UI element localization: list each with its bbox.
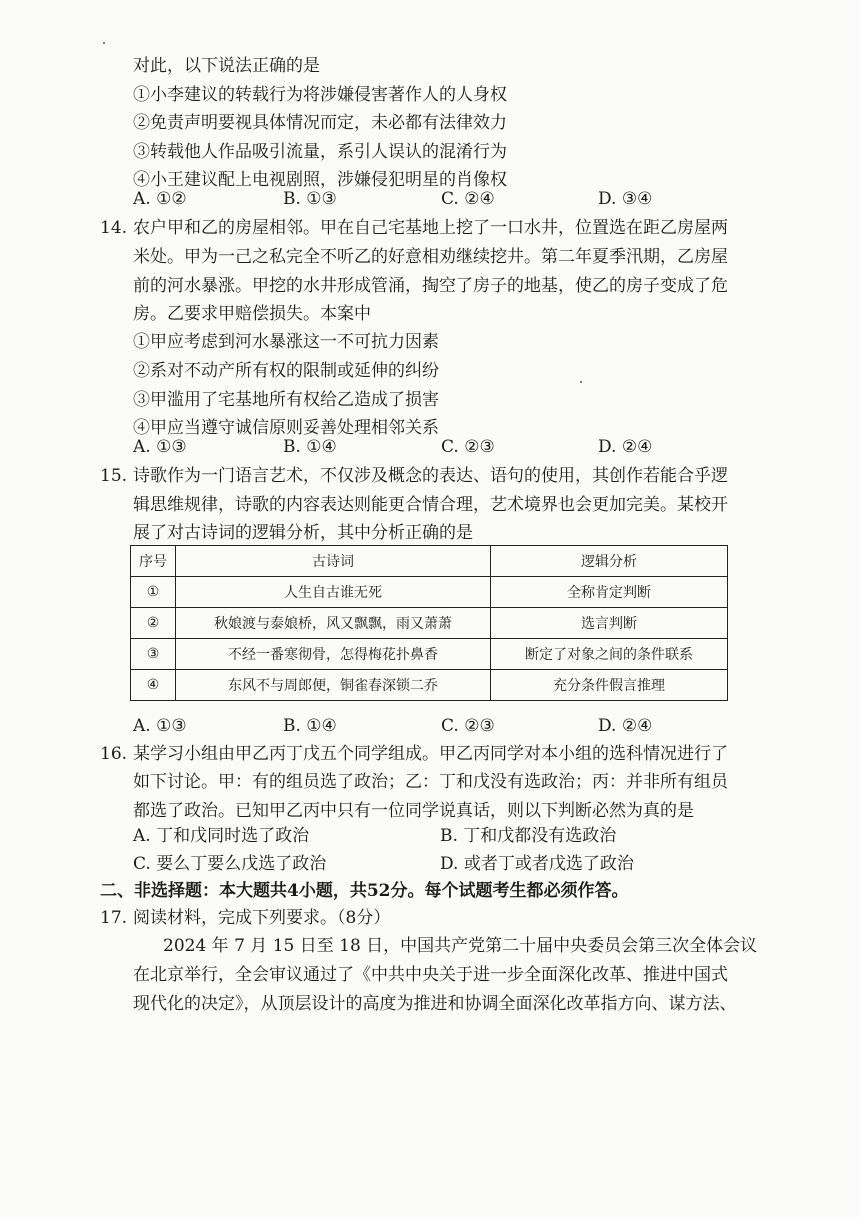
row-index: ③ bbox=[131, 639, 176, 670]
q15-option-a: A. ①③ bbox=[133, 716, 187, 736]
row-index: ① bbox=[131, 577, 176, 608]
q13-option-a: A. ①② bbox=[133, 189, 187, 209]
row-index: ④ bbox=[131, 670, 176, 701]
q13-statement-4: ④小王建议配上电视剧照，涉嫌侵犯明星的肖像权 bbox=[133, 170, 507, 190]
row-poem: 不经一番寒彻骨，怎得梅花扑鼻香 bbox=[176, 639, 491, 670]
q13-options bbox=[133, 188, 733, 210]
q16-option-c: C. 要么丁要么戊选了政治 bbox=[133, 854, 327, 874]
row-index: ② bbox=[131, 608, 176, 639]
q14-option-b: B. ①④ bbox=[283, 437, 337, 457]
q15-number: 15. bbox=[100, 466, 128, 486]
q16-option-a: A. 丁和戊同时选了政治 bbox=[133, 826, 310, 846]
q16-line-3: 都选了政治。已知甲乙丙中只有一位同学说真话，则以下判断必然为真的是 bbox=[133, 801, 694, 821]
q14-statement-4: ④甲应当遵守诚信原则妥善处理相邻关系 bbox=[133, 418, 439, 438]
q13-option-d: D. ③④ bbox=[598, 189, 653, 209]
q14-options bbox=[133, 436, 733, 458]
q17-line-3: 现代化的决定》，从顶层设计的高度为推进和协调全面深化改革指方向、谋方法、 bbox=[133, 994, 737, 1014]
q16-option-b: B. 丁和戊都没有选政治 bbox=[440, 826, 617, 846]
row-analysis: 选言判断 bbox=[491, 608, 728, 639]
q14-statement-3: ③甲滥用了宅基地所有权给乙造成了损害 bbox=[133, 390, 439, 410]
row-analysis: 充分条件假言推理 bbox=[491, 670, 728, 701]
q15-line-1: 诗歌作为一门语言艺术，不仅涉及概念的表达、语句的使用，其创作若能合乎逻 bbox=[133, 466, 728, 486]
q13-statement-1: ①小李建议的转载行为将涉嫌侵害著作人的人身权 bbox=[133, 85, 507, 105]
q14-option-c: C. ②③ bbox=[441, 437, 495, 457]
row-poem: 秋娘渡与泰娘桥，风又飘飘，雨又萧萧 bbox=[176, 608, 491, 639]
q14-statement-2: ②系对不动产所有权的限制或延伸的纠纷 bbox=[133, 361, 439, 381]
scan-speck bbox=[103, 42, 105, 44]
q16-line-1: 某学习小组由甲乙丙丁戊五个同学组成。甲乙丙同学对本小组的选科情况进行了 bbox=[133, 744, 728, 764]
q13-statement-2: ②免责声明要视具体情况而定，未必都有法律效力 bbox=[133, 113, 507, 133]
scan-speck bbox=[580, 381, 582, 383]
q14-option-a: A. ①③ bbox=[133, 437, 187, 457]
q14-statement-1: ①甲应考虑到河水暴涨这一不可抗力因素 bbox=[133, 332, 439, 352]
table-header-row bbox=[131, 546, 728, 577]
q15-option-d: D. ②④ bbox=[598, 716, 653, 736]
row-poem: 东风不与周郎便，铜雀春深锁二乔 bbox=[176, 670, 491, 701]
q14-number: 14. bbox=[100, 218, 128, 238]
q15-options bbox=[133, 715, 733, 737]
table-row bbox=[131, 608, 728, 639]
q14-line-3: 前的河水暴涨。甲挖的水井形成管涌，掏空了房子的地基，使乙的房子变成了危 bbox=[133, 276, 728, 296]
q14-line-1: 农户甲和乙的房屋相邻。甲在自己宅基地上挖了一口水井，位置选在距乙房屋两 bbox=[133, 218, 728, 238]
row-poem: 人生自古谁无死 bbox=[176, 577, 491, 608]
q13-option-c: C. ②④ bbox=[441, 189, 495, 209]
q17-line-1: 2024 年 7 月 15 日至 18 日，中国共产党第二十届中央委员会第三次全体会议 bbox=[163, 936, 758, 956]
q17-line-2: 在北京举行，全会审议通过了《中共中央关于进一步全面深化改革、推进中国式 bbox=[133, 965, 728, 985]
q13-statement-3: ③转载他人作品吸引流量，系引人误认的混淆行为 bbox=[133, 142, 507, 162]
q13-intro: 对此，以下说法正确的是 bbox=[133, 56, 320, 76]
q15-line-2: 辑思维规律，诗歌的内容表达则能更合情合理，艺术境界也会更加完美。某校开 bbox=[133, 495, 728, 515]
q14-line-4: 房。乙要求甲赔偿损失。本案中 bbox=[133, 304, 371, 324]
q17-title: 阅读材料，完成下列要求。（8分） bbox=[133, 908, 391, 928]
table-row bbox=[131, 639, 728, 670]
q15-option-c: C. ②③ bbox=[441, 716, 495, 736]
q15-line-3: 展了对古诗词的逻辑分析，其中分析正确的是 bbox=[133, 523, 473, 543]
row-analysis: 全称肯定判断 bbox=[491, 577, 728, 608]
header-poem: 古诗词 bbox=[176, 546, 491, 577]
table-row bbox=[131, 670, 728, 701]
q14-line-2: 米处。甲为一己之私完全不听乙的好意相劝继续挖井。第二年夏季汛期，乙房屋 bbox=[133, 247, 728, 267]
logic-analysis-table bbox=[130, 545, 728, 701]
row-analysis: 断定了对象之间的条件联系 bbox=[491, 639, 728, 670]
q16-option-d: D. 或者丁或者戊选了政治 bbox=[440, 854, 634, 874]
q17-number: 17. bbox=[100, 908, 128, 928]
table-row bbox=[131, 577, 728, 608]
header-index: 序号 bbox=[131, 546, 176, 577]
q13-option-b: B. ①③ bbox=[283, 189, 337, 209]
q16-line-2: 如下讨论。甲：有的组员选了政治；乙：丁和戊没有选政治；丙：并非所有组员 bbox=[133, 772, 728, 792]
header-analysis: 逻辑分析 bbox=[491, 546, 728, 577]
q14-option-d: D. ②④ bbox=[598, 437, 653, 457]
q15-option-b: B. ①④ bbox=[283, 716, 337, 736]
q16-number: 16. bbox=[100, 744, 128, 764]
section-2-heading: 二、非选择题：本大题共4小题，共52分。每个试题考生都必须作答。 bbox=[100, 881, 629, 901]
